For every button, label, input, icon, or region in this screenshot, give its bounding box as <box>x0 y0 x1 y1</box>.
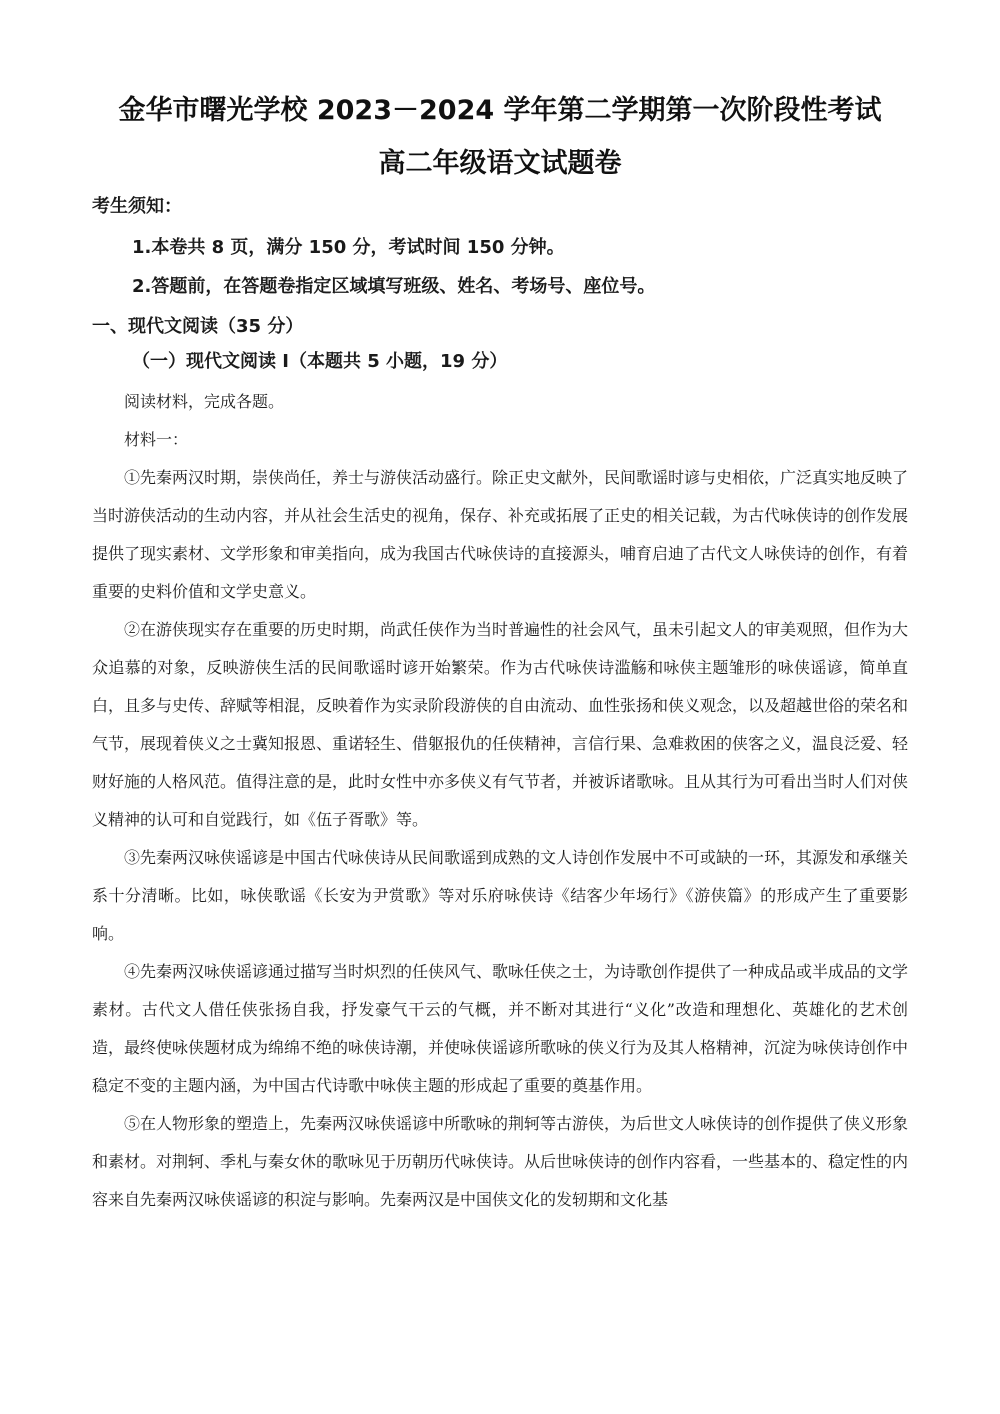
reading-passage <box>92 383 908 1219</box>
subsection-title: （一）现代文阅读 I（本题共 5 小题，19 分） <box>132 351 508 372</box>
material-label: 材料一： <box>124 430 189 449</box>
notice-label: 考生须知： <box>92 196 182 217</box>
exam-title: 金华市曙光学校 2023－2024 学年第二学期第一次阶段性考试 <box>118 95 882 126</box>
notice-item-2: 2.答题前，在答题卷指定区域填写班级、姓名、考场号、座位号。 <box>132 276 656 297</box>
instruction-text: 阅读材料，完成各题。 <box>124 392 285 411</box>
paragraph-4: ④先秦两汉咏侠谣谚通过描写当时炽烈的任侠风气、歌咏任侠之士，为诗歌创作提供了一种成品或半成品的文学素材。古代文人借任侠张扬自我，抒发豪气干云的气概，并不断对其进行“义化”改造和理想化、英雄化的艺术创造，最终使咏侠题材成为绵绵不绝的咏侠诗潮，并使咏侠谣谚所歌咏的侠义行为及其人格精神，沉淀为咏侠诗创作中稳定不变的主题内涵，为中国古代诗歌中咏侠主题的形成起了重要的奠基作用。 <box>92 962 909 1095</box>
paragraph-1: ①先秦两汉时期，崇侠尚任，养士与游侠活动盛行。除正史文献外，民间歌谣时谚与史相依，广泛真实地反映了当时游侠活动的生动内容，并从社会生活史的视角，保存、补充或拓展了正史的相关记载，为古代咏侠诗的创作发展提供了现实素材、文学形象和审美指向，成为我国古代咏侠诗的直接源头，哺育启迪了古代文人咏侠诗的创作，有着重要的史料价值和文学史意义。 <box>92 468 909 601</box>
exam-subtitle: 高二年级语文试题卷 <box>378 148 622 179</box>
section-title: 一、现代文阅读（35 分） <box>92 316 304 337</box>
paragraph-2: ②在游侠现实存在重要的历史时期，尚武任侠作为当时普遍性的社会风气，虽未引起文人的审美观照，但作为大众追慕的对象，反映游侠生活的民间歌谣时谚开始繁荣。作为古代咏侠诗滥觞和咏侠主题雏形的咏侠谣谚，简单直白，且多与史传、辞赋等相混，反映着作为实录阶段游侠的自由流动、血性张扬和侠义观念，以及超越世俗的荣名和气节，展现着侠义之士冀知报恩、重诺轻生、借躯报仇的任侠精神，言信行果、急难救困的侠客之义，温良泛爱、轻财好施的人格风范。值得注意的是，此时女性中亦多侠义有气节者，并被诉诸歌咏。且从其行为可看出当时人们对侠义精神的认可和自觉践行，如《伍子胥歌》等。 <box>92 620 909 829</box>
paragraph-3: ③先秦两汉咏侠谣谚是中国古代咏侠诗从民间歌谣到成熟的文人诗创作发展中不可或缺的一环，其源发和承继关系十分清晰。比如，咏侠歌谣《长安为尹赏歌》等对乐府咏侠诗《结客少年场行》《游侠篇》的形成产生了重要影响。 <box>92 848 909 943</box>
notice-item-1: 1.本卷共 8 页，满分 150 分，考试时间 150 分钟。 <box>132 237 565 258</box>
paragraph-5: ⑤在人物形象的塑造上，先秦两汉咏侠谣谚中所歌咏的荆轲等古游侠，为后世文人咏侠诗的创作提供了侠义形象和素材。对荆轲、季札与秦女休的歌咏见于历朝历代咏侠诗。从后世咏侠诗的创作内容看，一些基本的、稳定性的内容来自先秦两汉咏侠谣谚的积淀与影响。先秦两汉是中国侠文化的发轫期和文化基 <box>92 1114 909 1209</box>
